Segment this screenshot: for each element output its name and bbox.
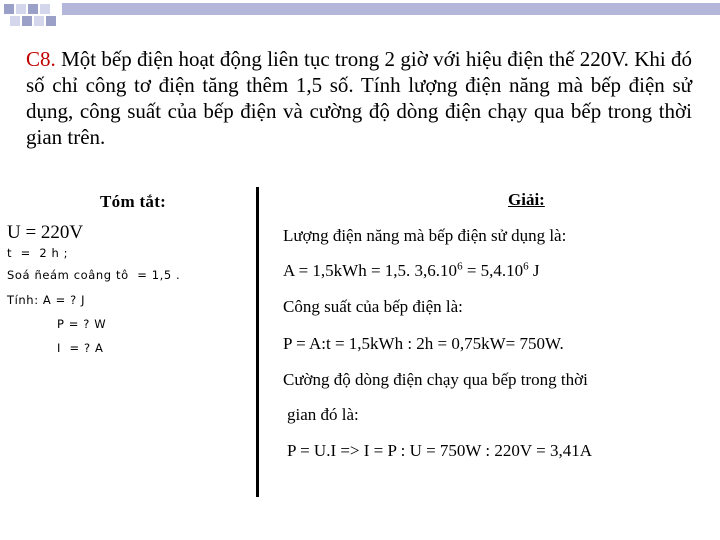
solution-line-6: gian đó là: xyxy=(287,405,359,424)
summary-meter: Soá ñeám coâng tô = 1,5 . xyxy=(7,268,181,282)
problem-number: C8. xyxy=(26,47,56,71)
solution-line-5: Cường độ dòng điện chạy qua bếp trong thời xyxy=(283,370,588,389)
problem-text: Một bếp điện hoạt động liên tục trong 2 giờ với hiệu điện thế 220V. Khi đó số chỉ công tơ điện tăng thêm 1,5 số. Tính lượng điện năng mà bếp điện sử dụng, công suất của bếp điện và cường độ dòng điện chạy qua bếp trong thời gian trên. xyxy=(26,47,692,149)
solution-line-3: Công suất của bếp điện là: xyxy=(283,297,463,316)
deco-square xyxy=(34,16,44,26)
column-divider xyxy=(256,187,259,497)
header-band xyxy=(62,3,720,15)
deco-square xyxy=(46,16,56,26)
deco-square xyxy=(16,4,26,14)
solution-line-4: P = A:t = 1,5kWh : 2h = 0,75kW= 750W. xyxy=(283,334,564,353)
solution-title: Giải: xyxy=(508,190,545,209)
deco-square xyxy=(22,16,32,26)
deco-square xyxy=(4,4,14,14)
deco-square xyxy=(28,4,38,14)
summary-find-p: P = ? W xyxy=(57,317,107,331)
deco-square xyxy=(40,4,50,14)
summary-find-i: I = ? A xyxy=(57,341,104,355)
solution-line-7: P = U.I => I = P : U = 750W : 220V = 3,41A xyxy=(287,441,592,460)
deco-square xyxy=(10,16,20,26)
solution-line-2 xyxy=(283,261,540,281)
summary-title: Tóm tắt: xyxy=(100,192,167,211)
problem-statement xyxy=(26,46,692,150)
summary-time: t = 2 h ; xyxy=(7,246,69,260)
energy-part-b: = 5,4.10 xyxy=(462,261,524,280)
energy-part-a: A = 1,5kWh = 1,5. 3,6.10 xyxy=(283,261,458,280)
energy-exponent-2: 6 xyxy=(523,260,529,273)
header-decoration xyxy=(0,0,720,30)
energy-exponent-1: 6 xyxy=(457,260,463,273)
summary-voltage: U = 220V xyxy=(7,222,84,243)
solution-line-1: Lượng điện năng mà bếp điện sử dụng là: xyxy=(283,226,567,245)
energy-unit: J xyxy=(528,261,540,280)
summary-find-a: Tính: A = ? J xyxy=(7,293,86,307)
